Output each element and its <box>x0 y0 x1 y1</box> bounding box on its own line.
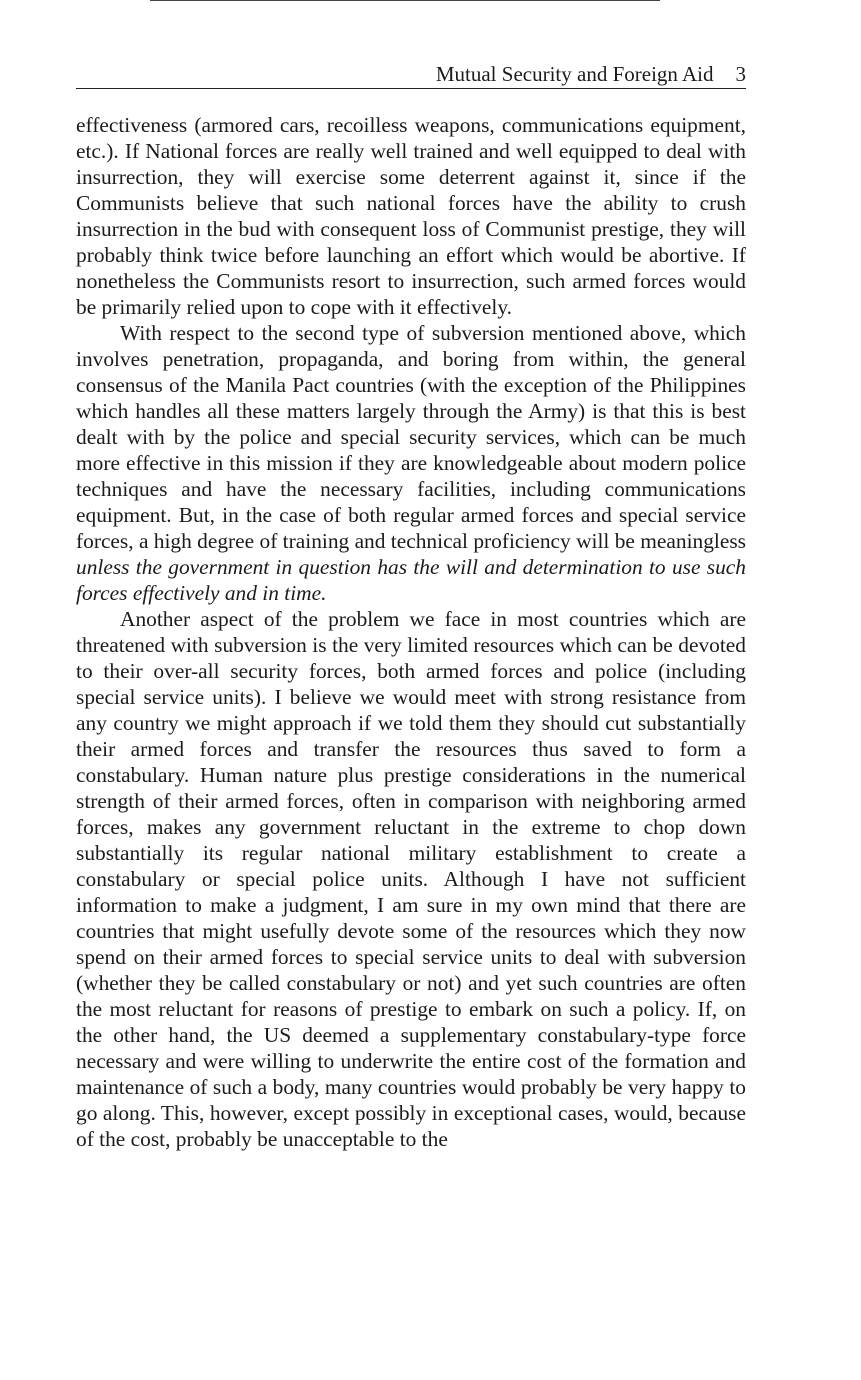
running-title: Mutual Security and Foreign Aid <box>435 62 714 86</box>
body-text <box>76 112 746 1152</box>
paragraph-3-text: Another aspect of the problem we face in most countries which are threatened with subversion is the very limited resources which can be devoted to their over-all security forces, both armed forces and police (including special service units). I believe we would meet with strong resistance from any country we might approach if we told them they should cut substantially their armed forces and transfer the resources thus saved to form a constabulary. Human nature plus prestige considerations in the numerical strength of their armed forces, often in comparison with neighboring armed forces, makes any government reluctant in the extreme to chop down substantially its regular national military establishment to create a constabulary or special police units. Although I have not sufficient information to make a judgment, I am sure in my own mind that there are countries that might usefully devote some of the resources which they now spend on their armed forces to special service units to deal with subversion (whether they be called constabulary or not) and yet such countries are often the most reluctant for reasons of prestige to embark on such a policy. If, on the other hand, the US deemed a supplementary constabulary-type force necessary and were willing to underwrite the entire cost of the formation and maintenance of such a body, many countries would probably be very happy to go along. This, however, except possibly in exceptional cases, would, because of the cost, probably be unacceptable to the <box>76 607 746 1151</box>
paragraph-1 <box>76 112 746 320</box>
paragraph-1-text: effectiveness (armored cars, recoilless weapons, communications equipment, etc.). If National forces are really well trained and well equipped to deal with insurrection, they will exercise some deterrent against it, since if the Communists believe that such national forces have the ability to crush insurrection in the bud with consequent loss of Communist prestige, they will probably think twice before launching an effort which would be abortive. If nonetheless the Communists resort to insurrection, such armed forces would be primarily relied upon to cope with it effectively. <box>76 113 746 319</box>
paragraph-2-italic-text: unless the government in question has the will and determination to use such forces effectively and in time. <box>76 555 746 605</box>
paragraph-2 <box>76 320 746 606</box>
top-edge-rule <box>150 0 660 1</box>
paragraph-3 <box>76 606 746 1152</box>
page-number: 3 <box>735 62 746 86</box>
running-header <box>76 60 746 89</box>
paragraph-2-text: With respect to the second type of subversion mentioned above, which involves penetration, propaganda, and boring from within, the general consensus of the Manila Pact countries (with the exception of the Philippines which handles all these matters largely through the Army) is that this is best dealt with by the police and special security services, which can be much more effective in this mission if they are knowledgeable about modern police techniques and have the necessary facilities, including communications equipment. But, in the case of both regular armed forces and special service forces, a high degree of training and technical proficiency will be meaningless <box>76 321 746 553</box>
